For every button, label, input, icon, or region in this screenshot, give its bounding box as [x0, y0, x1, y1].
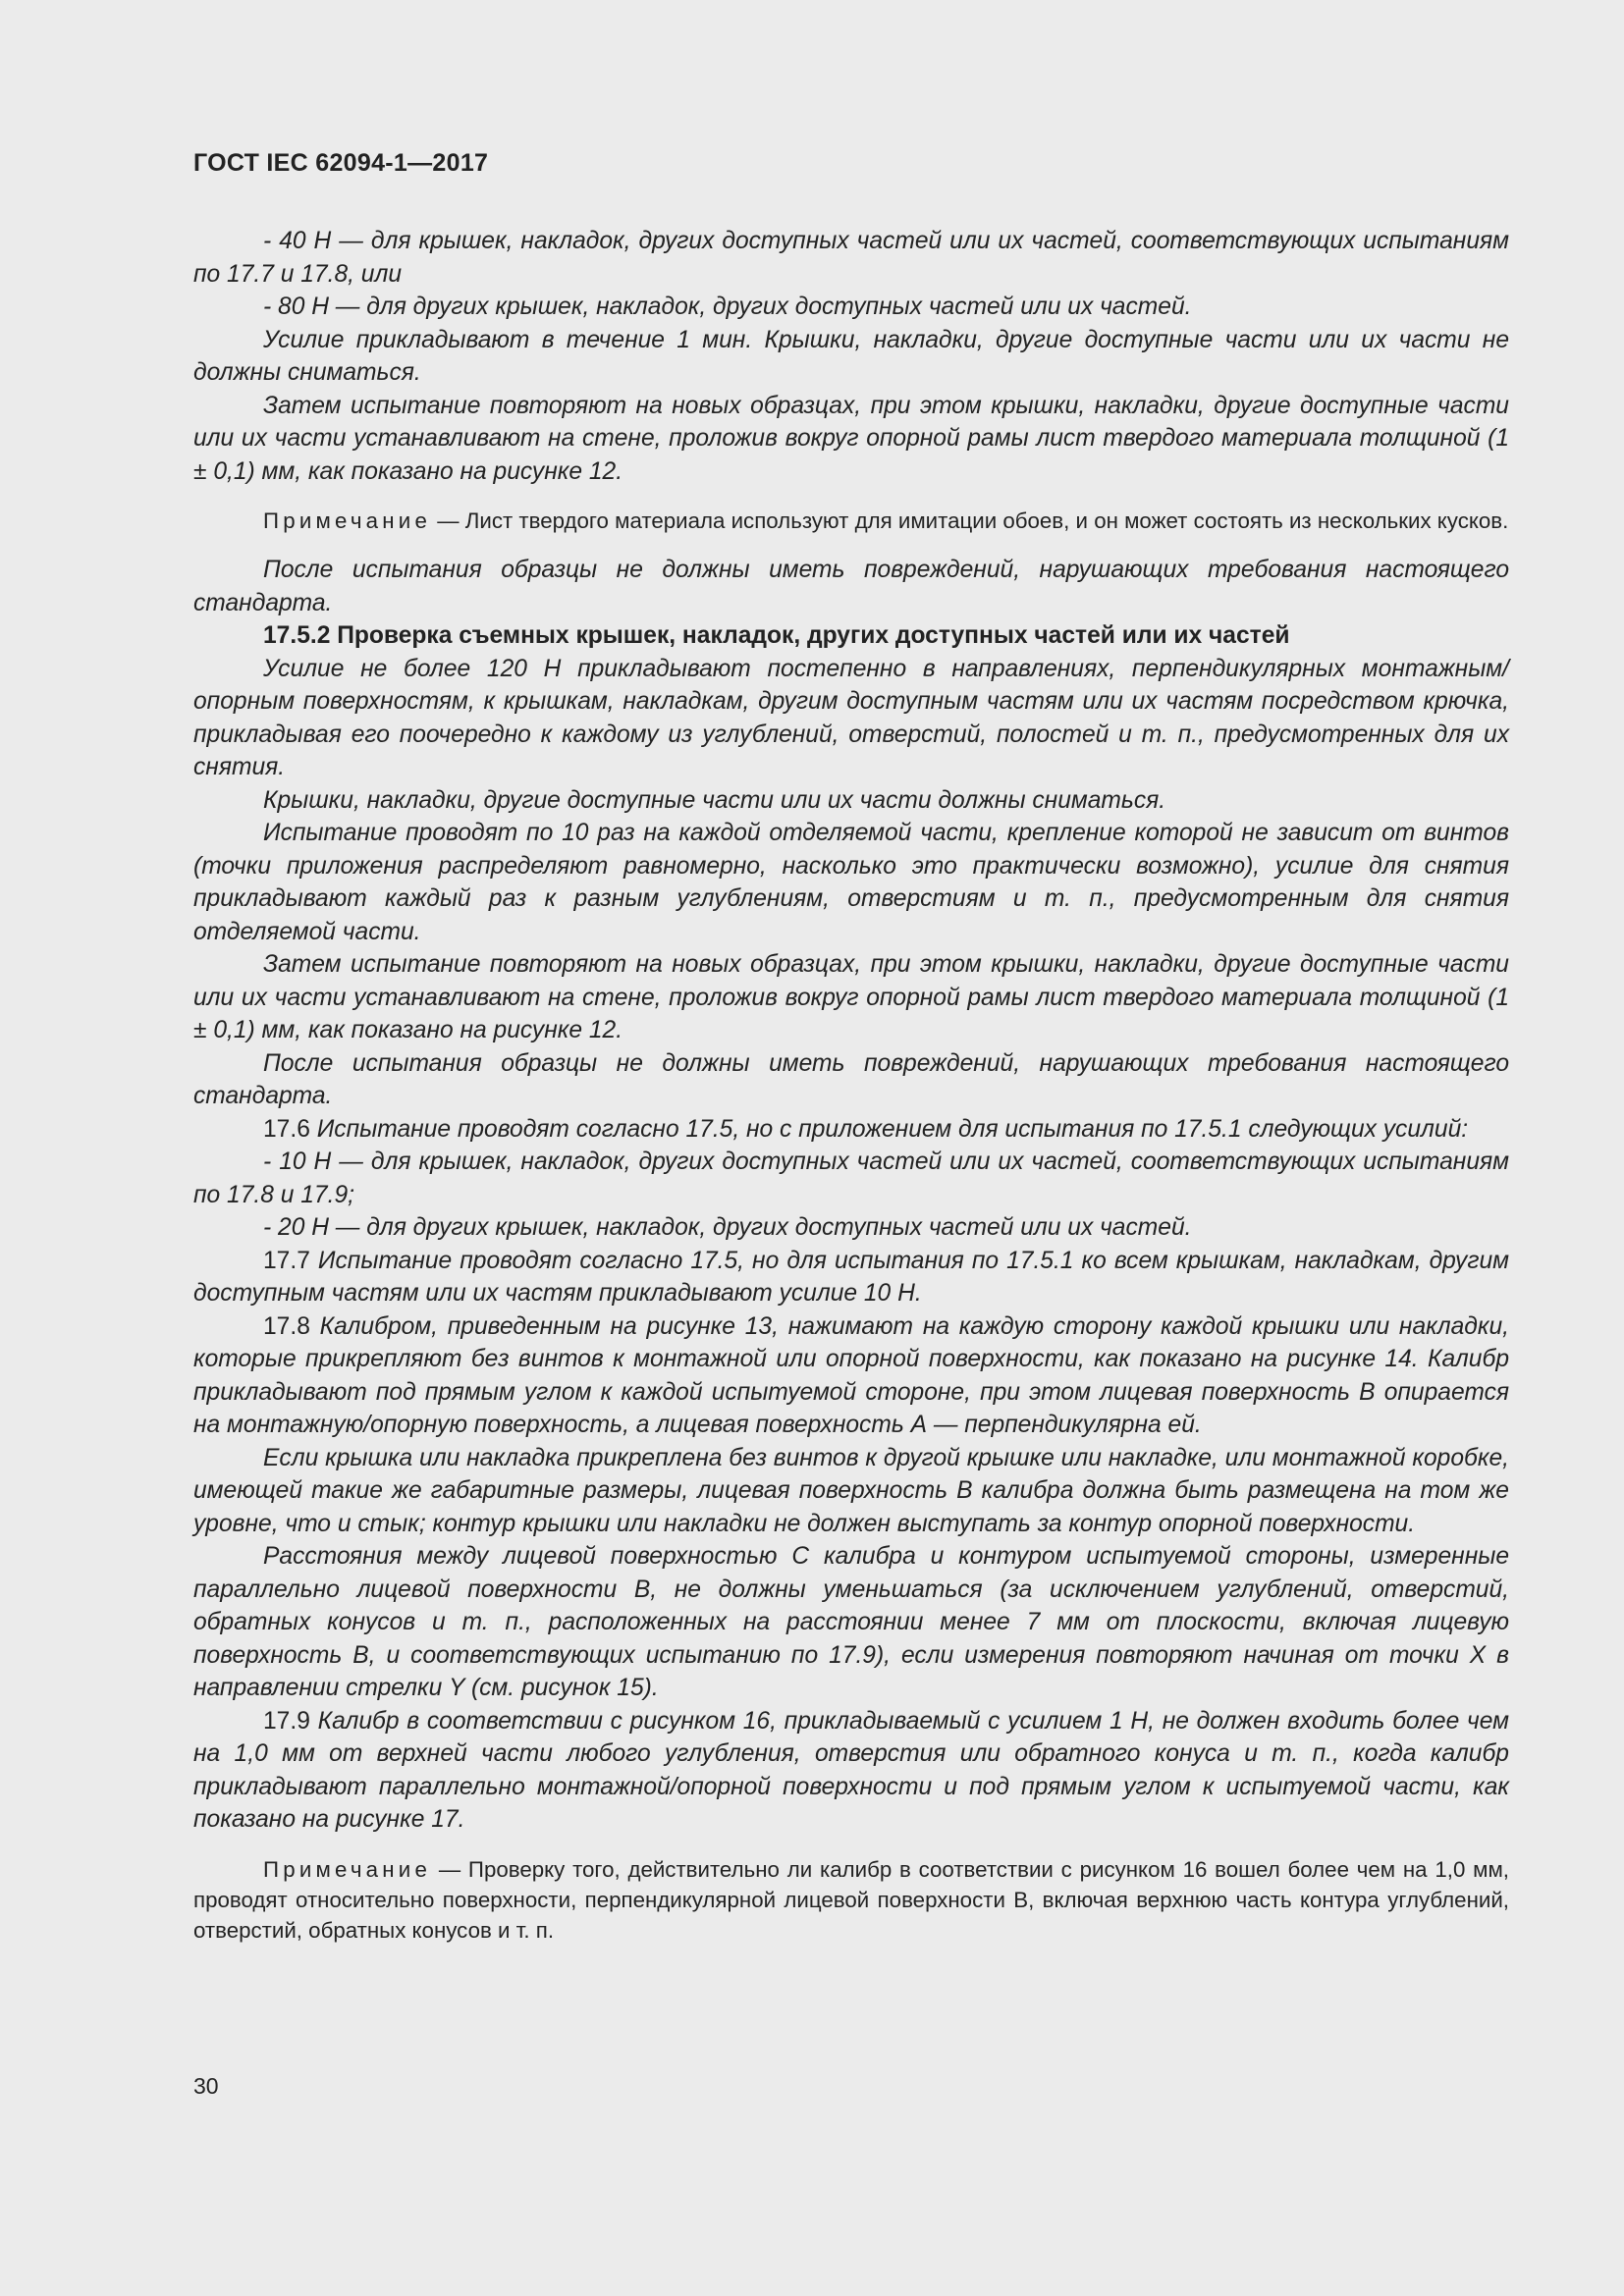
note: [193, 506, 1509, 536]
paragraph: После испытания образцы не должны иметь повреждений, нарушающих требования настоящего стандарта.: [193, 557, 1509, 616]
paragraph: После испытания образцы не должны иметь повреждений, нарушающих требования настоящего стандарта.: [193, 1049, 1509, 1109]
clause: [193, 1705, 1509, 1837]
paragraph: - 20 Н — для других крышек, накладок, других доступных частей или их частей.: [263, 1214, 1192, 1241]
clause-text: Испытание проводят согласно 17.5, но для испытания по 17.5.1 ко всем крышкам, накладкам, другим доступным частям или их частям прикладывают усилие 10 Н.: [193, 1247, 1509, 1307]
paragraph: Если крышка или накладка прикреплена без винтов к другой крышке или накладке, или монтажной коробке, имеющей такие же габаритные размеры, лицевая поверхность В калибра должна быть размещена на том же уровне, что и стык; контур крышки или накладки не должен выступать за контур опорной поверхности.: [193, 1444, 1509, 1537]
note: [193, 1854, 1509, 1946]
clause: [193, 1245, 1509, 1310]
page-number: 30: [193, 2073, 219, 2099]
section-heading: 17.5.2 Проверка съемных крышек, накладок, других доступных частей или их частей: [263, 622, 1290, 649]
paragraph: Затем испытание повторяют на новых образцах, при этом крышки, накладки, другие доступные части или их части устанавливают на стене, проложив вокруг опорной рамы лист твердого материала толщиной (1 ± 0,1) мм, как показано на рисунке 12.: [193, 951, 1509, 1043]
paragraph: - 40 Н — для крышек, накладок, других доступных частей или их частей, соответствующих испытаниям по 17.7 и 17.8, или: [193, 228, 1509, 288]
clause: [193, 1310, 1509, 1442]
note-label: Примечание: [263, 508, 432, 533]
paragraph: Усилие не более 120 Н прикладывают постепенно в направлениях, перпендикулярных монтажным/опорным поверхностям, к крышкам, накладкам, другим доступным частям или их частям посредством крючка, прикладывая его поочередно к каждому из углублений, отверстий, полостей и т. п., предусмотренных для их снятия.: [193, 655, 1509, 780]
clause-text: Калибром, приведенным на рисунке 13, нажимают на каждую сторону каждой крышки или накладки, которые прикрепляют без винтов к монтажной или опорной поверхности, как показано на рисунке 14. Калибр прикладывают под прямым углом к каждой испытуемой стороне, при этом лицевая поверхность В опирается на монтажную/опорную поверхность, а лицевая поверхность А — перпендикулярна ей.: [193, 1312, 1509, 1438]
clause-number: 17.8: [263, 1312, 310, 1340]
clause-number: 17.7: [263, 1247, 310, 1274]
paragraph: - 80 Н — для других крышек, накладок, других доступных частей или их частей.: [263, 294, 1192, 320]
paragraph: Крышки, накладки, другие доступные части или их части должны сниматься.: [263, 786, 1166, 814]
paragraph: Испытание проводят по 10 раз на каждой отделяемой части, крепление которой не зависит от винтов (точки приложения распределяют равномерно, насколько это практически возможно), усилие для снятия прикладывают каждый раз к разным углублениям, отверстиям и т. п., предусмотренным для снятия отделяемой части.: [193, 820, 1509, 945]
paragraph: - 10 Н — для крышек, накладок, других доступных частей или их частей, соответствующих испытаниям по 17.8 и 17.9;: [193, 1148, 1509, 1208]
paragraph: Расстояния между лицевой поверхностью С калибра и контуром испытуемой стороны, измеренные параллельно лицевой поверхности В, не должны уменьшаться (за исключением углублений, отверстий, обратных конусов и т. п., расположенных на расстоянии менее 7 мм от плоскости, включая лицевую поверхность В, и соответствующих испытанию по 17.9), если измерения повторяют начиная от точки Х в направлении стрелки Y (см. рисунок 15).: [193, 1543, 1509, 1701]
paragraph: Затем испытание повторяют на новых образцах, при этом крышки, накладки, другие доступные части или их части устанавливают на стене, проложив вокруг опорной рамы лист твердого материала толщиной (1 ± 0,1) мм, как показано на рисунке 12.: [193, 392, 1509, 485]
clause-number: 17.6: [263, 1115, 310, 1143]
clause-text: Испытание проводят согласно 17.5, но с приложением для испытания по 17.5.1 следующих усилий:: [309, 1115, 1469, 1143]
standard-header: ГОСТ IEC 62094-1—2017: [193, 149, 489, 177]
note-label: Примечание: [263, 1856, 432, 1882]
document-body: [193, 225, 1509, 1946]
clause: [193, 1113, 1509, 1147]
clause-text: Калибр в соответствии с рисунком 16, прикладываемый с усилием 1 Н, не должен входить более чем на 1,0 мм от верхней части любого углубления, отверстия или обратного конуса и т. п., когда калибр прикладывают параллельно монтажной/опорной поверхности и под прямым углом к испытуемой части, как показано на рисунке 17.: [193, 1707, 1509, 1833]
clause-number: 17.9: [263, 1707, 310, 1735]
note-text: — Лист твердого материала используют для имитации обоев, и он может состоять из нескольких кусков.: [431, 508, 1509, 533]
note-text: — Проверку того, действительно ли калибр в соответствии с рисунком 16 вошел более чем на 1,0 мм, проводят относительно поверхности, перпендикулярной лицевой поверхности В, включая верхнюю часть контура углублений, отверстий, обратных конусов и т. п.: [193, 1856, 1509, 1943]
paragraph: Усилие прикладывают в течение 1 мин. Крышки, накладки, другие доступные части или их части не должны сниматься.: [193, 326, 1509, 386]
